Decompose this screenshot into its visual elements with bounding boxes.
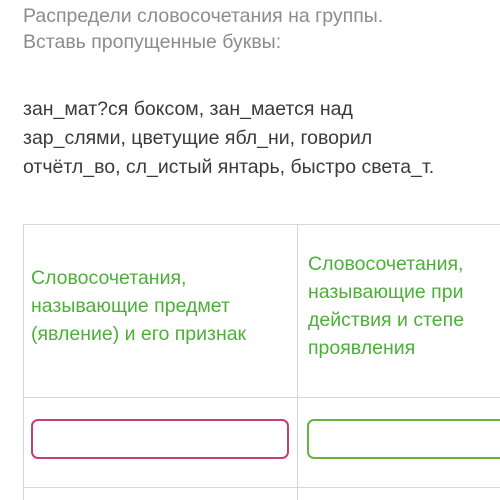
exercise-line-3: отчётл_во, сл_истый янтарь, быстро света_т. [23,156,435,178]
column-header-line: называющие при [308,281,464,303]
instruction-line-2: Вставь пропущенные буквы: [23,31,282,53]
column-header-line: называющие предмет [31,295,230,317]
column-header-action-groups [308,250,464,362]
task-instructions [23,3,493,55]
column-header-line: (явление) и его признак [31,323,247,345]
exercise-text [23,95,498,182]
column-header-line: Словосочетания, [31,267,187,289]
table-border-left [23,224,24,500]
table-border-row-bottom [23,487,500,488]
column-header-noun-groups [31,264,246,348]
table-border-top [23,224,500,225]
groups-table [23,224,500,500]
table-border-column-divider [297,224,298,500]
table-border-header-bottom [23,397,500,398]
drop-zone-noun-groups[interactable] [31,419,289,459]
exercise-line-2: зар_слями, цветущие ябл_ни, говорил [23,127,373,149]
instruction-line-1: Распредели словосочетания на группы. [23,5,384,27]
column-header-line: проявления [308,337,416,359]
drop-zone-action-groups[interactable] [307,419,500,459]
column-header-line: действия и степе [308,309,465,331]
column-header-line: Словосочетания, [308,253,464,275]
exercise-line-1: зан_мат?ся боксом, зан_мается над [23,98,353,120]
